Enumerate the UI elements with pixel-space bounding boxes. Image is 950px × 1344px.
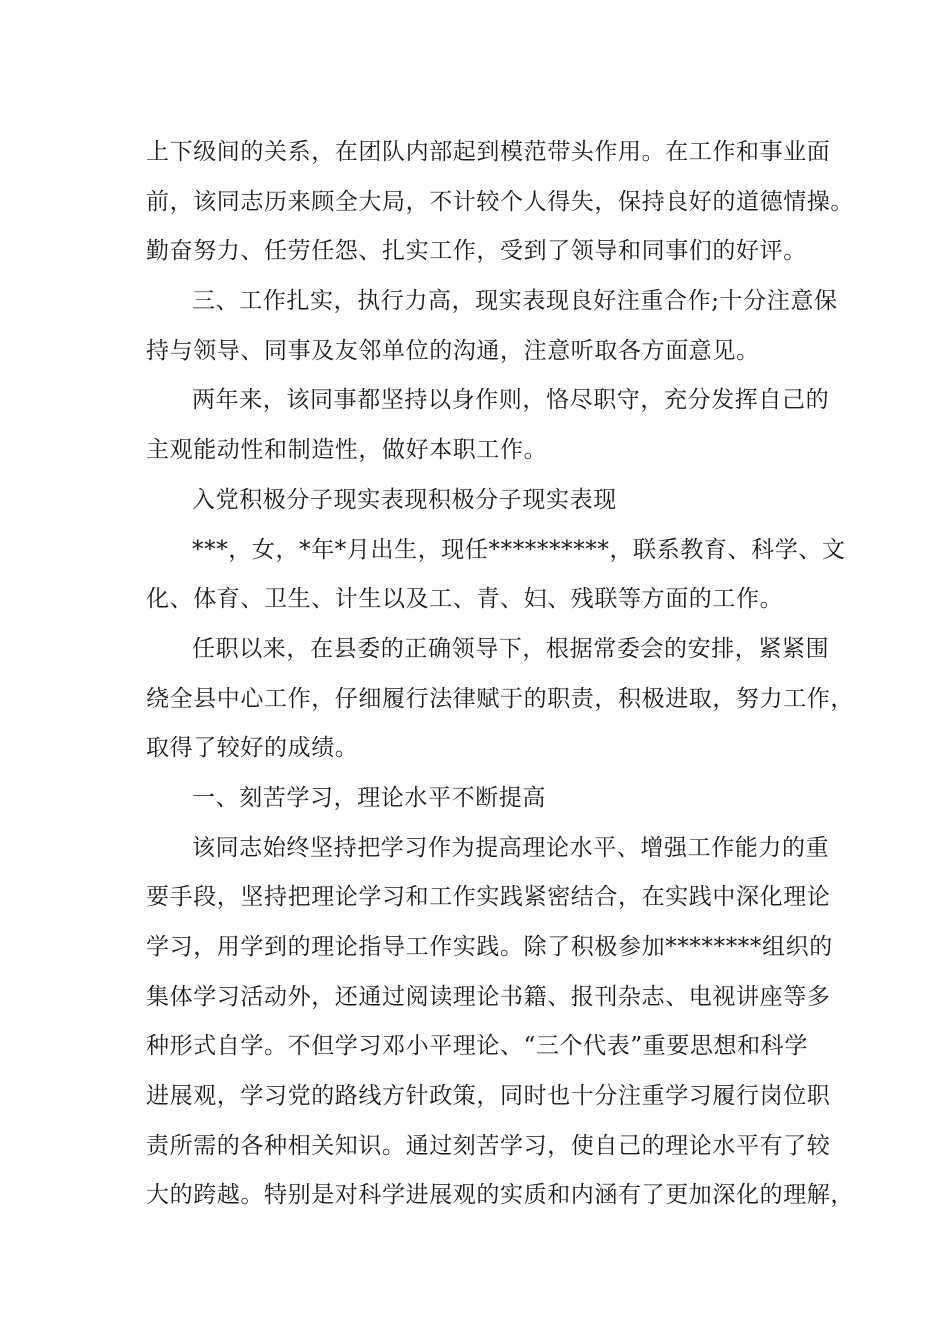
text-line: 上下级间的关系，在团队内部起到模范带头作用。在工作和事业面	[146, 139, 831, 165]
text-line: 前，该同志历来顾全大局，不计较个人得失，保持良好的道德情操。	[146, 189, 854, 215]
text-line: ***，女，*年*月出生，现任**********，联系教育、科学、文	[192, 537, 846, 563]
text-line: 学习，用学到的理论指导工作实践。除了积极参加********组织的	[146, 934, 833, 960]
text-line: 任职以来，在县委的正确领导下，根据常委会的安排，紧紧围	[192, 636, 830, 662]
text-line: 取得了较好的成绩。	[146, 735, 359, 761]
text-line: 两年来，该同事都坚持以身作则，恪尽职守，充分发挥自己的	[192, 387, 830, 413]
text-line: 责所需的各种相关知识。通过刻苦学习，使自己的理论水平有了较	[146, 1133, 831, 1159]
text-line: 持与领导、同事及友邻单位的沟通，注意听取各方面意见。	[146, 338, 760, 364]
text-line: 一、刻苦学习，理论水平不断提高	[192, 785, 546, 811]
text-line: 绕全县中心工作，仔细履行法律赋于的职责，积极进取，努力工作，	[146, 686, 854, 712]
text-line: 勤奋努力、任劳任怨、扎实工作，受到了领导和同事们的好评。	[146, 238, 807, 264]
text-line: 化、体育、卫生、计生以及工、青、妇、残联等方面的工作。	[146, 586, 784, 612]
text-line: 进展观，学习党的路线方针政策，同时也十分注重学习履行岗位职	[146, 1083, 831, 1109]
text-line: 集体学习活动外，还通过阅读理论书籍、报刊杂志、电视讲座等多	[146, 984, 831, 1010]
text-line: 主观能动性和制造性，做好本职工作。	[146, 437, 548, 463]
text-line: 三、工作扎实，执行力高，现实表现良好注重合作;十分注意保	[192, 288, 838, 314]
text-line: 种形式自学。不但学习邓小平理论、“三个代表”重要思想和科学	[146, 1033, 808, 1059]
text-line: 该同志始终坚持把学习作为提高理论水平、增强工作能力的重	[192, 835, 830, 861]
text-line: 入党积极分子现实表现积极分子现实表现	[192, 487, 617, 513]
text-line: 要手段，坚持把理论学习和工作实践紧密结合，在实践中深化理论	[146, 884, 831, 910]
text-line: 大的跨越。特别是对科学进展观的实质和内涵有了更加深化的理解，	[146, 1182, 854, 1208]
